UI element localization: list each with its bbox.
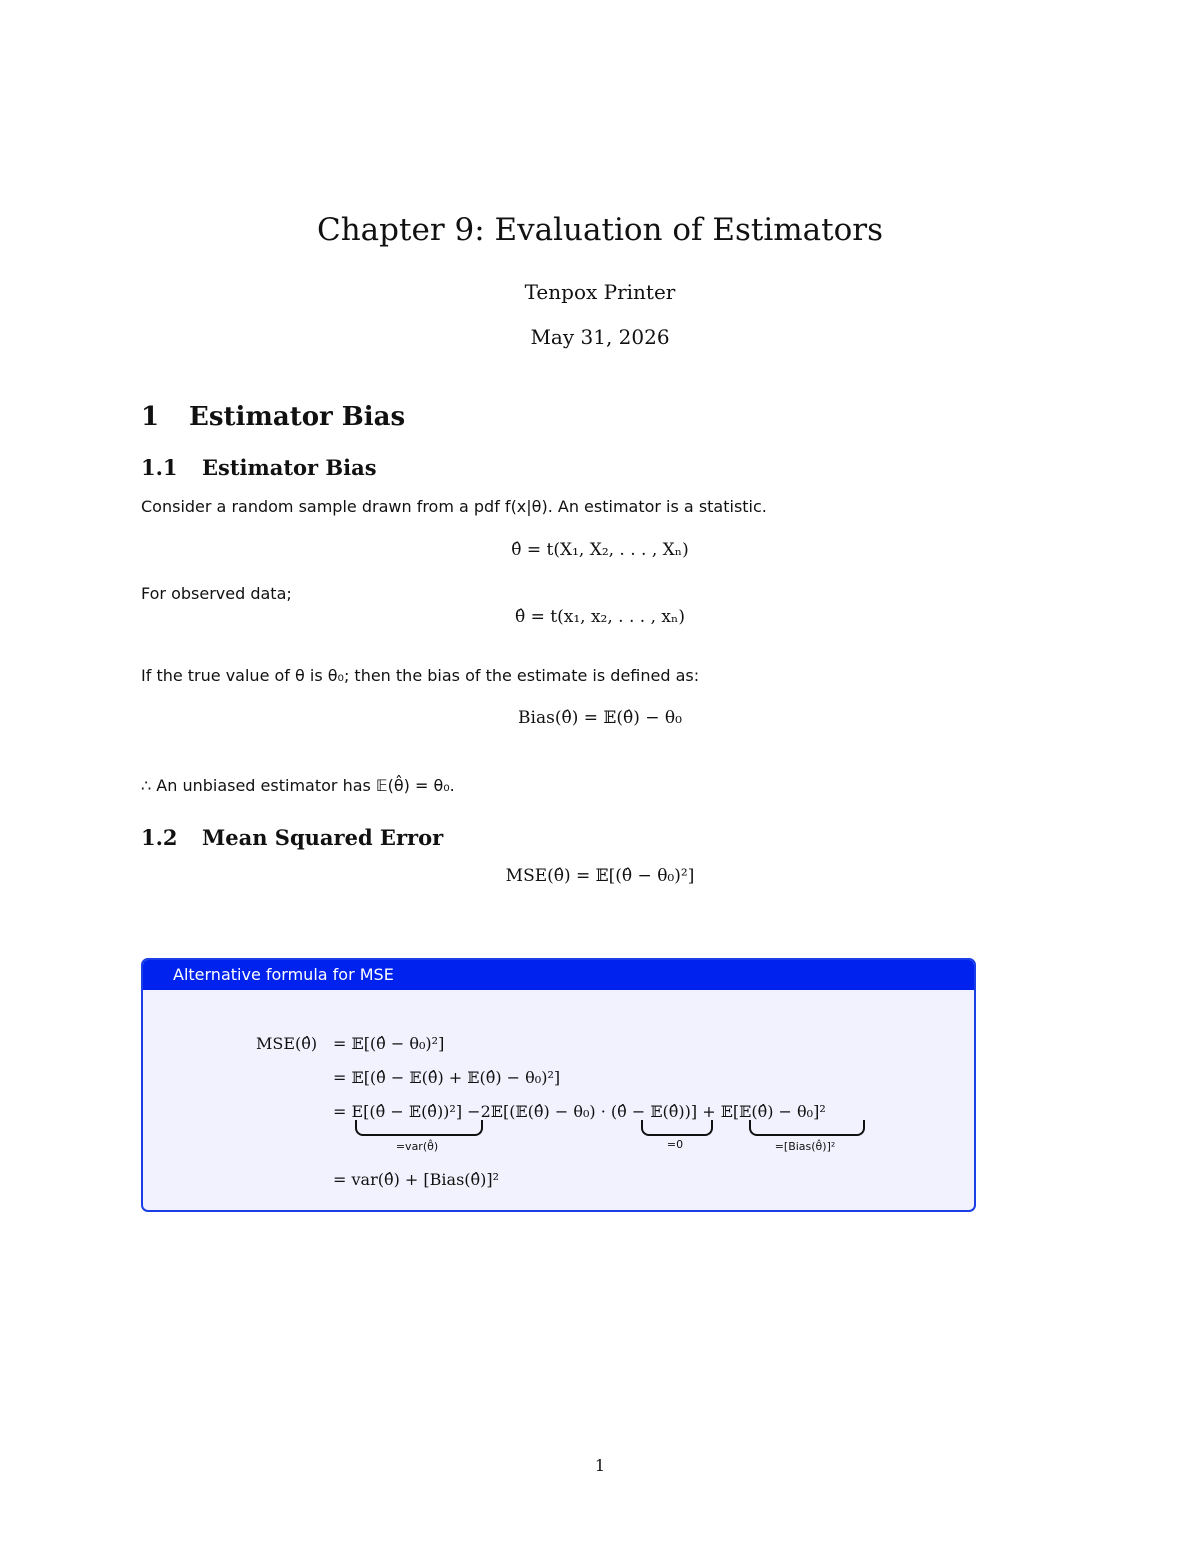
- page-number: 1: [594, 1456, 606, 1475]
- section-number: 1: [141, 402, 160, 432]
- document-date: May 31, 2026: [530, 325, 670, 349]
- underbrace-label: =[Bias(θ̂)]²: [774, 1140, 836, 1153]
- paragraph-observed-data: For observed data;: [141, 584, 292, 603]
- equation-bias: Bias(θ̂) = 𝔼(θ̂) − θ₀: [518, 708, 682, 728]
- underbrace: [641, 1120, 713, 1136]
- subsection-heading: [141, 455, 377, 480]
- subsection-number: 1.1: [141, 455, 178, 480]
- paragraph-bias-definition: If the true value of θ is θ₀; then the bias of the estimate is defined as:: [141, 666, 700, 685]
- derivation-lhs: MSE(θ̂): [256, 1034, 318, 1053]
- author-name: Tenpox Printer: [524, 280, 676, 304]
- subsection-number: 1.2: [141, 825, 178, 850]
- section-heading: [141, 402, 405, 432]
- underbrace: [749, 1120, 865, 1136]
- theorem-box: [141, 958, 976, 1212]
- derivation-line: = 𝔼[(θ̂ − 𝔼(θ̂) + 𝔼(θ̂) − θ₀)²]: [333, 1068, 561, 1087]
- document-title: Chapter 9: Evaluation of Estimators: [317, 212, 883, 248]
- equation-mse: MSE(θ̂) = 𝔼[(θ̂ − θ₀)²]: [505, 866, 695, 886]
- subsection-heading: [141, 825, 443, 850]
- underbrace-label: =0: [666, 1138, 684, 1151]
- subsection-title: Estimator Bias: [202, 455, 377, 480]
- derivation-line: = var(θ̂) + [Bias(θ̂)]²: [333, 1170, 500, 1189]
- derivation-line: = E[(θ̂ − 𝔼(θ̂))²] −2𝔼[(𝔼(θ̂) − θ₀) · (θ̂ − 𝔼(θ̂))] + 𝔼[𝔼(θ̂) − θ₀]²: [333, 1102, 826, 1121]
- theorem-box-title: Alternative formula for MSE: [143, 960, 974, 990]
- equation-estimator: θ̂ = t(X₁, X₂, . . . , Xₙ): [511, 540, 689, 560]
- subsection-title: Mean Squared Error: [202, 825, 444, 850]
- paragraph-random-sample: Consider a random sample drawn from a pdf f(x|θ). An estimator is a statistic.: [141, 497, 767, 516]
- section-title: Estimator Bias: [189, 402, 406, 432]
- underbrace: [355, 1120, 483, 1136]
- derivation-line: = 𝔼[(θ̂ − θ₀)²]: [333, 1034, 445, 1053]
- paragraph-unbiased: ∴ An unbiased estimator has 𝔼(θ̂) = θ₀.: [141, 776, 455, 795]
- underbrace-label: =var(θ̂): [395, 1140, 439, 1153]
- equation-estimate: θ̂ = t(x₁, x₂, . . . , xₙ): [515, 607, 685, 627]
